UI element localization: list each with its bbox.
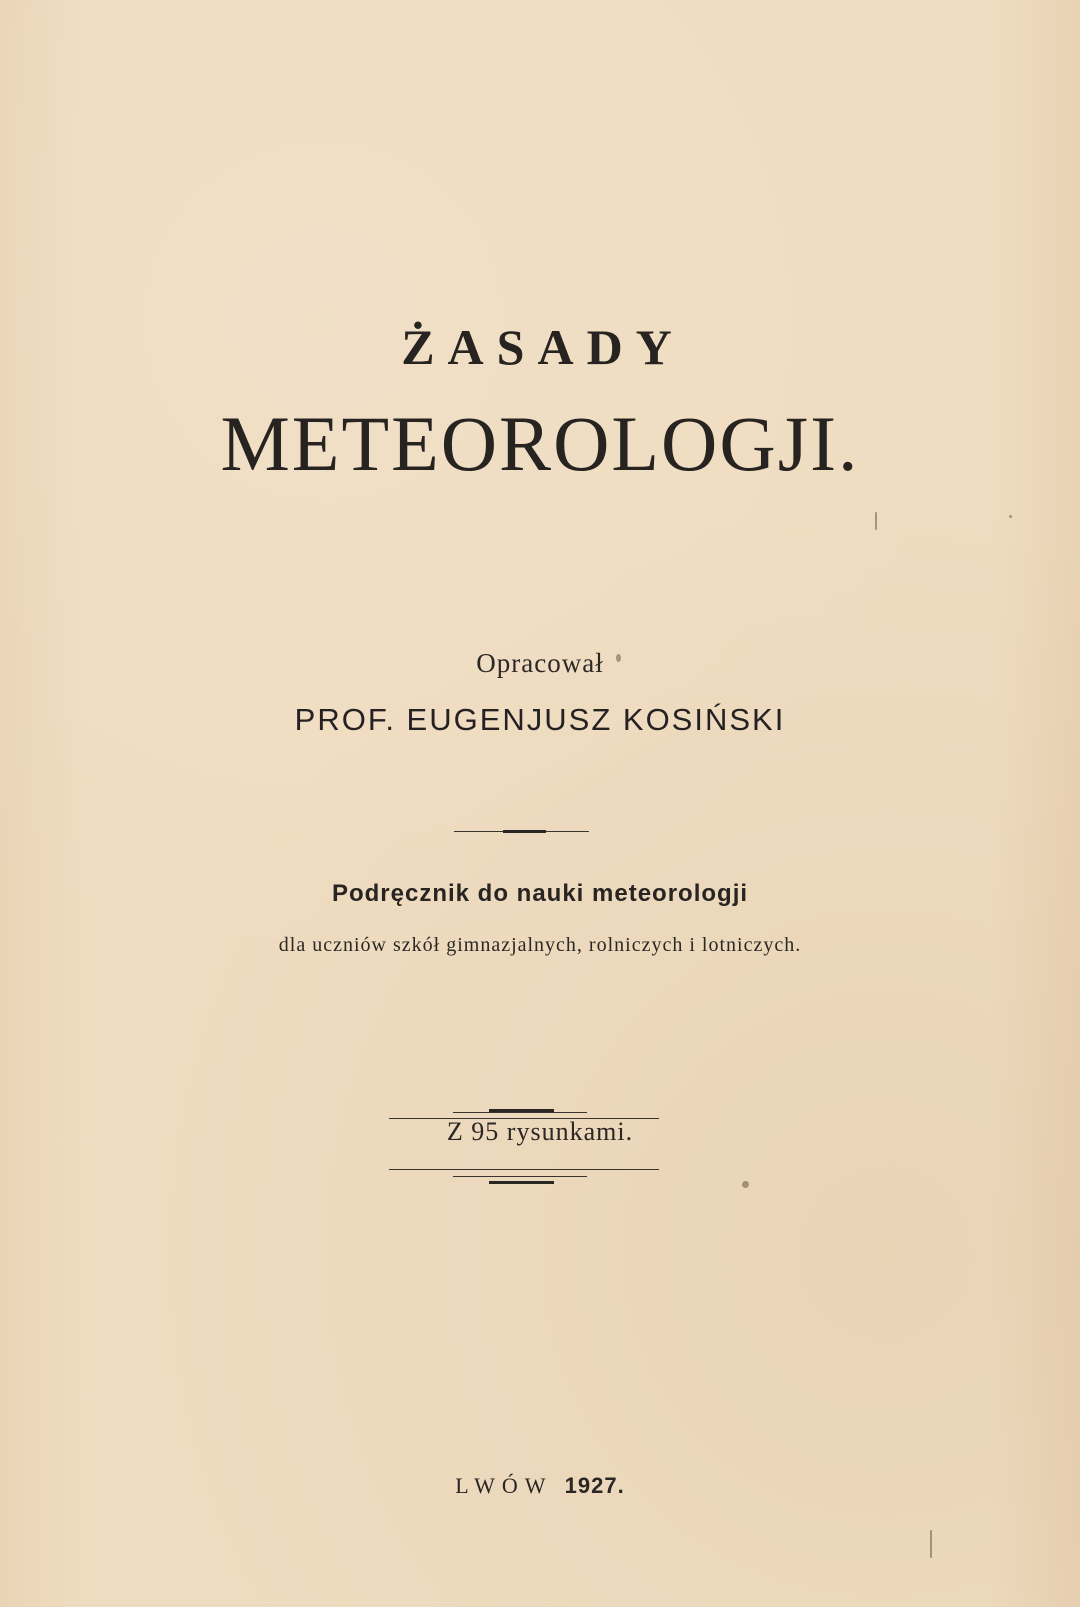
author-prefix: Opracował — [476, 648, 604, 678]
paper-speck — [930, 1530, 932, 1558]
title-line-2: METEOROLOGJI. — [220, 400, 860, 487]
paper-speck — [616, 654, 621, 662]
paper-speck — [742, 1181, 749, 1188]
subtitle-sub: dla uczniów szkół gimnazjalnych, rolniczych i lotniczych. — [278, 934, 802, 956]
paper-speck — [875, 512, 877, 530]
figures-bottom-rule — [389, 1169, 659, 1170]
subtitle-main: Podręcznik do nauki meteorologji — [331, 880, 749, 907]
imprint-place: LWÓW — [455, 1473, 553, 1498]
imprint-year: 1927. — [564, 1473, 625, 1498]
imprint — [0, 1475, 1080, 1497]
author-divider-center — [503, 830, 546, 833]
figures-note: Z 95 rysunkami. — [446, 1117, 634, 1146]
title-line-1: ŻASADY — [401, 319, 685, 375]
author-divider-right — [546, 831, 589, 832]
paper-speck — [1009, 515, 1012, 518]
author-name: PROF. EUGENJUSZ KOSIŃSKI — [294, 702, 786, 737]
figures-bottom-ornament-center — [489, 1181, 554, 1184]
figures-bottom-ornament — [453, 1176, 587, 1177]
figures-top-ornament — [453, 1112, 587, 1113]
figures-top-ornament-center — [489, 1109, 554, 1112]
